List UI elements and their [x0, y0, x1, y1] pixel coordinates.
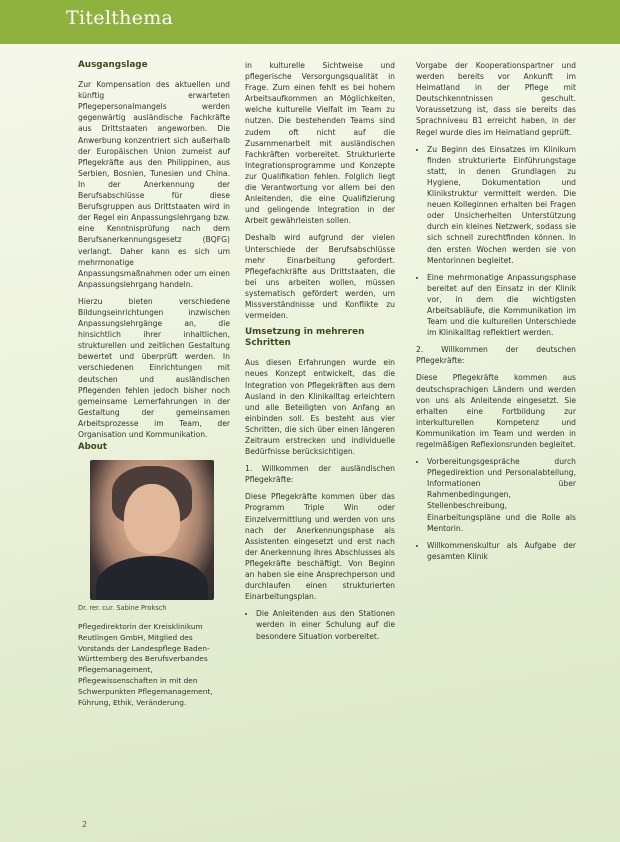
paragraph: Diese Pflegekräfte kommen aus deutschsprachigen Ländern und werden von uns als Anleitende eingesetzt. Sie erhalten eine Fortbildung zur interkulturellen Kompetenz und Kommunikation im Team und werden in regelmäßigen Reflexionsrunden begleitet.	[416, 373, 576, 449]
portrait-body	[96, 556, 208, 600]
column-2	[245, 60, 395, 648]
bullet-list	[416, 456, 576, 562]
column-3	[416, 60, 576, 568]
numbered-item-1: 1. Willkommen der ausländischen Pflegekräfte:	[245, 464, 395, 485]
paragraph: Diese Pflegekräfte kommen über das Programm Triple Win oder Einzelvermittlung und werden von uns nach der Anerkennungsphase als Assistenten eingesetzt und erst nach der Anerkennung ihres Abschlusses als Pflegekräfte beschäftigt. Von Beginn an haben sie eine Ansprechperson und durchlaufen einen strukturierten Einarbeitungsplan.	[245, 492, 395, 602]
header-bar	[0, 0, 620, 44]
column-1	[78, 60, 230, 446]
bullet-list	[416, 144, 576, 339]
about-box	[78, 442, 230, 822]
heading-ausgangslage: Ausgangslage	[78, 60, 148, 70]
portrait-caption: Dr. rer. cur. Sabine Proksch	[78, 604, 167, 612]
section-title: Titelthema	[66, 7, 174, 29]
page-number: 2	[82, 820, 88, 829]
list-item: • Willkommenskultur als Aufgabe der gesamten Klinik	[427, 540, 576, 562]
heading-umsetzung: Umsetzung in mehreren Schritten	[245, 327, 365, 349]
numbered-item-2: 2. Willkommen der deutschen Pflegekräfte:	[416, 345, 576, 366]
list-item: • Vorbereitungsgespräche durch Pflegedirektion und Personalabteilung, Informationen über Rahmenbedingungen, Stellenbeschreibung, Einarbeitungspläne und die Rolle als Mentorin.	[427, 456, 576, 534]
author-bio: Pflegedirektorin der Kreisklinikum Reutlingen GmbH, Mitglied des Vorstands der Landespflege Baden-Württemberg des Berufsverbandes Pflegemanagement, Pflegewissenschaften in mit den Schwerpunkten Pflegemanagement, Führung, Ethik, Veränderung.	[78, 622, 213, 707]
list-item: • Zu Beginn des Einsatzes im Klinikum finden strukturierte Einführungstage statt, in denen Grundlagen zu Hygiene, Dokumentation und Klinikstruktur vermittelt werden. Die neuen Kolleginnen erhalten bei Fragen oder Unsicherheiten Unterstützung durch ein kleines Netzwerk, sodass sie sich schnell zurechtfinden können. In den ersten Wochen werden sie von Mentorinnen begleitet.	[427, 144, 576, 266]
about-title: About	[78, 442, 107, 452]
paragraph: Deshalb wird aufgrund der vielen Unterschiede der Berufsabschlüsse mehr Einarbeitung gefordert. Pflegefachkräfte aus Drittstaaten, die bei uns arbeiten wollen, müssen systematisch gefördert werden, um Missverständnisse und Konflikte zu vermeiden.	[245, 233, 395, 321]
portrait-face	[124, 484, 180, 554]
bullet-list	[245, 608, 395, 641]
paragraph: Vorgabe der Kooperationspartner und werden bereits vor Ankunft im Heimatland in der Pflege mit Deutschkenntnissen geschult. Voraussetzung ist, dass sie bereits das Sprachniveau B1 erreicht haben, in der Regel wurde dies im Heimatland geprüft.	[416, 61, 576, 137]
paragraph: in kulturelle Sichtweise und pflegerische Versorgungsqualität in Frage. Zum einen fehlt es bei hohem Arbeitsaufkommen an Möglichkeiten, welche kulturelle Vielfalt im Team zu nutzen. Die bestehenden Teams sind zudem oft nicht auf die Zusammenarbeit mit ausländischen Fachkräften vorbereitet. Strukturierte Integrationsprogramme und Konzepte zur Qualifikation fehlen. Folglich liegt die Verantwortung vor allem bei den Anleitenden, die eine Qualifizierung und gelingende Integration in der Arbeit gewährleisten sollen.	[245, 61, 395, 226]
paragraph: Hierzu bieten verschiedene Bildungseinrichtungen inzwischen Anpassungslehrgänge an, die hinsichtlich ihrer inhaltlichen, strukturellen und zeitlichen Gestaltung bewertet und überprüft werden. In verschiedenen Einrichtungen mit deutschen und ausländischen Pflegenden fehlen jedoch bisher noch gemeinsame Lernerfahrungen in der Gestaltung der gemeinsamen Arbeitsprozesse im Team, der Organisation und Kommunikation.	[78, 296, 230, 439]
paragraph: Aus diesen Erfahrungen wurde ein neues Konzept entwickelt, das die Integration von Pflegekräften aus dem Ausland in den Klinikalltag erleichtern und alle Beteiligten von Anfang an einbinden soll. Es besteht aus vier Schritten, die sich über einen längeren Zeitraum erstrecken und individuelle Bedürfnisse berücksichtigen.	[245, 358, 395, 457]
list-item: • Eine mehrmonatige Anpassungsphase bereitet auf den Einsatz in der Klinik vor, in dem die wichtigsten Arbeitsabläufe, die Kommunikation im Team und die kulturellen Unterschiede im Klinikalltag reflektiert werden.	[427, 272, 576, 339]
list-item: • Die Anleitenden aus den Stationen werden in einer Schulung auf die besondere Situation vorbereitet.	[256, 608, 395, 641]
paragraph: Zur Kompensation des aktuellen und künftig erwarteten Pflegepersonalmangels werden gegenwärtig ausländische Fachkräfte aus Drittstaaten angeworben. Die Anwerbung konzentriert sich außerhalb der Europäischen Union zumeist auf Pflegekräfte aus den Philippinen, aus Serbien, Bosnien, Tunesien und China. In der Anerkennung der Berufsabschlüsse für diese Berufsgruppen aus Drittstaaten wird in der Regel ein Anpassungslehrgang bzw. eine Kenntnisprüfung nach dem Berufsanerkennungsgesetz (BQFG) verlangt. Daher kann es sich um mehrmonatige Anpassungsmaßnahmen oder um einen Anpassungslehrgang handeln.	[78, 80, 230, 289]
author-portrait	[90, 460, 214, 600]
